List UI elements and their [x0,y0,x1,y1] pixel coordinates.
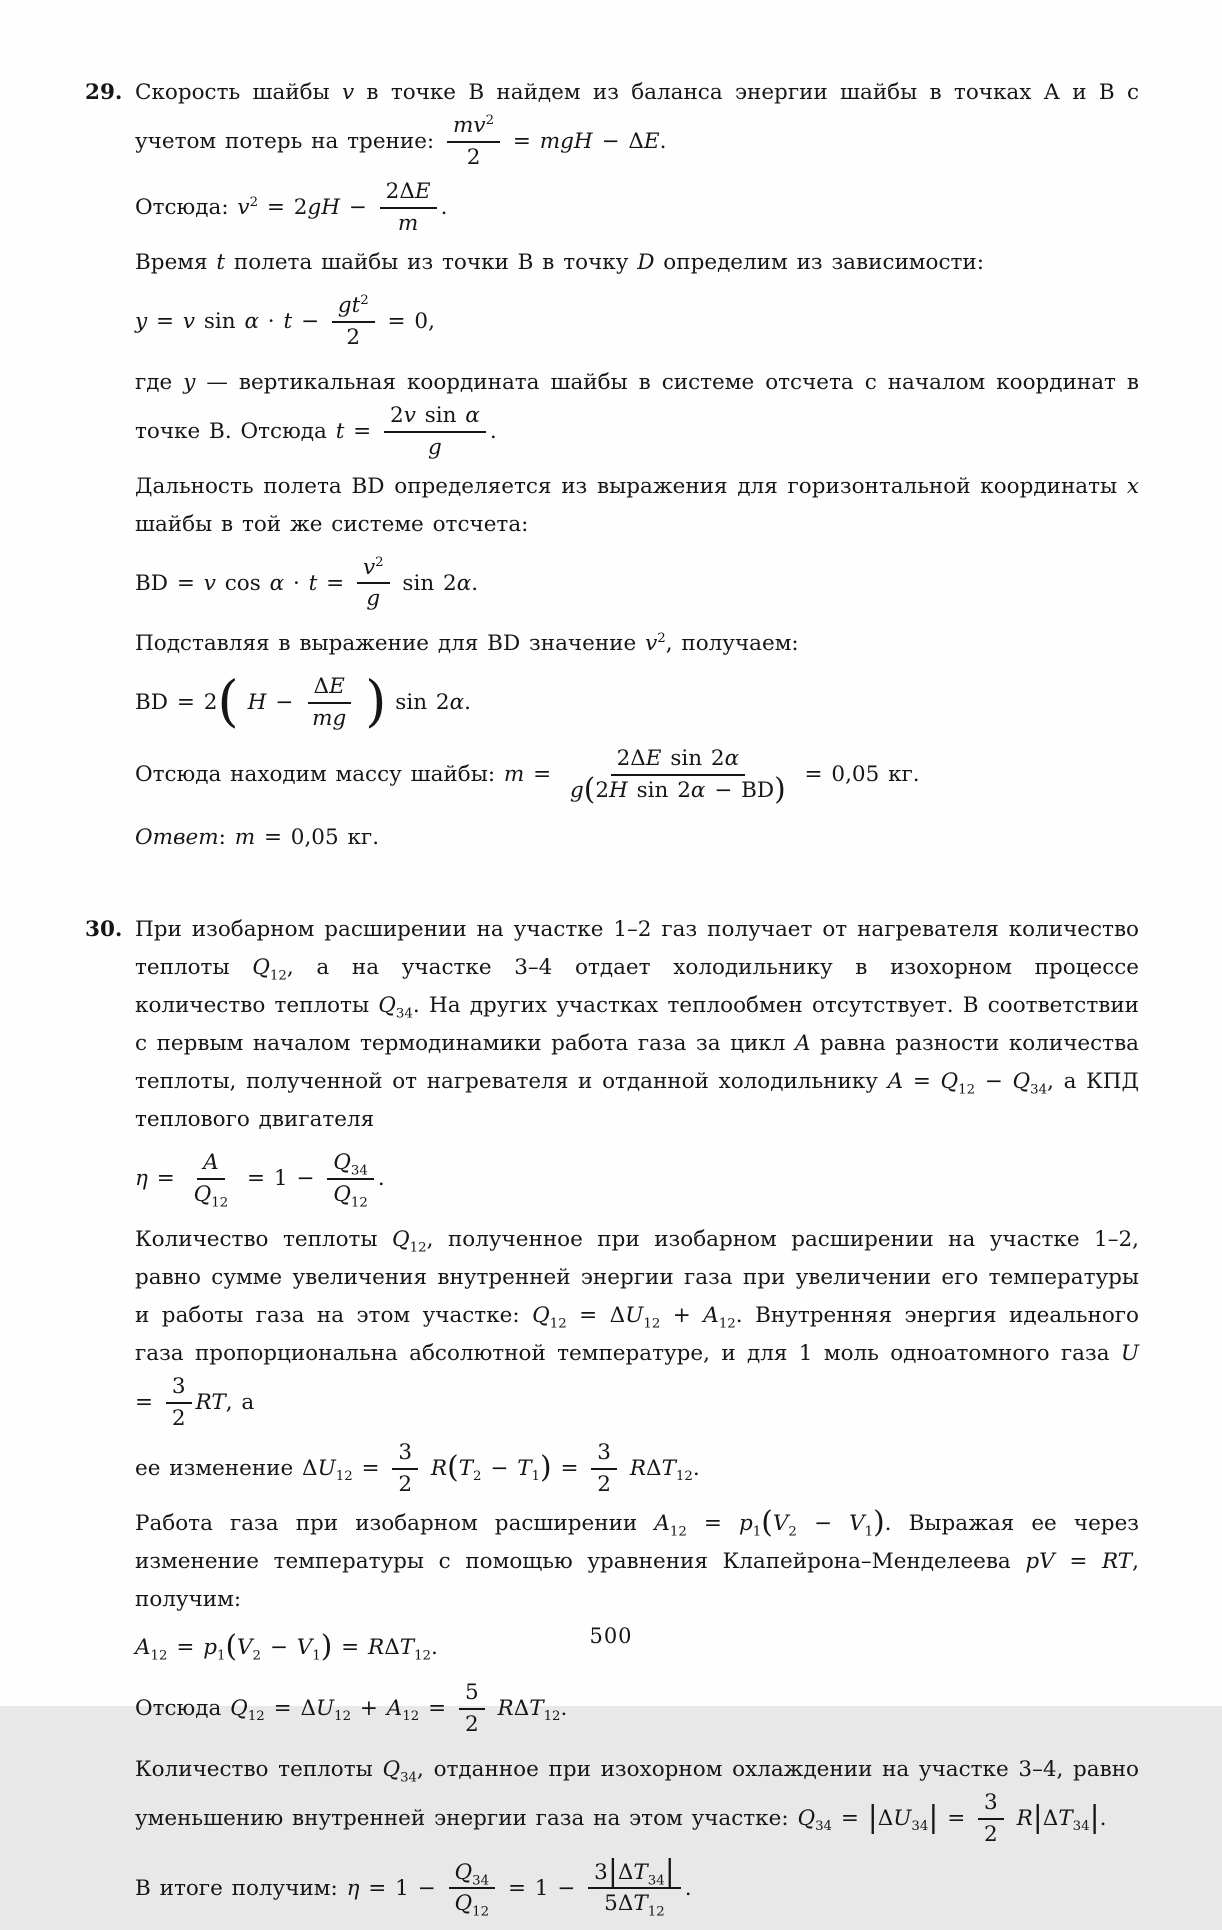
math-variable: A [203,1150,219,1176]
math-variable: Q [797,1805,816,1831]
subscript: 12 [402,1708,420,1724]
page-content [85,74,1140,1930]
subscript: 12 [247,1708,265,1724]
subscript: 12 [409,1240,427,1256]
math-variable: U [316,1695,335,1721]
math-variable: R [368,1634,385,1660]
math-variable: Q [193,1182,212,1208]
math-variable: E [329,674,345,700]
fraction-denominator: g(2H sin 2α − BD) [569,771,786,807]
subscript: 1 [312,1648,321,1664]
math-variable: g [366,586,381,612]
paragraph: Подставляя в выражение для BD значение $v^2$, получаем: [135,631,799,657]
fraction-numerator [357,554,390,585]
math-variable: V [296,1634,313,1660]
math-variable: g [569,778,584,804]
math-variable: p [203,1634,217,1660]
math-variable: T [458,1455,474,1481]
math-variable: Q [333,1150,351,1176]
fraction [357,554,390,614]
math-variable: Ответ [135,825,219,851]
fraction-denominator: 2 [171,1405,186,1431]
math-variable: pV [1025,1548,1055,1574]
fraction-numerator: 3 [166,1373,192,1404]
formula-line: η = $\frac{A}{Q_{12}}$ = 1 − $\frac{Q_{34}}{Q_{12}}$ . [135,1150,385,1211]
fraction-denominator: 2 [466,144,481,170]
subscript: 12 [335,1469,353,1485]
fraction-denominator: 2 [464,1711,479,1737]
formula-line: BD = 2( H − $\frac{\Delta E}{mg}$ ) sin 2α. [135,669,471,734]
subscript: 2 [788,1524,797,1540]
math-variable: α [449,690,465,716]
fraction-denominator [392,209,424,238]
fraction-numerator [332,292,375,323]
math-variable: gH [307,194,340,220]
math-variable: R [497,1695,514,1721]
fraction-denominator [188,1180,235,1209]
math-variable: A [386,1695,403,1721]
math-variable: y [183,369,196,395]
subscript: 34 [350,1163,368,1179]
math-variable: H [247,690,267,716]
math-variable: E [643,128,660,154]
fraction [588,1852,681,1920]
math-variable: A [794,1031,811,1057]
math-variable: v [403,402,416,428]
math-variable: v [645,631,658,657]
paragraph: Скорость шайбы v в точке В найдем из баланса энергии шайбы в точках А и В с учетом потерь на трение: $\frac{mv^2}{2}$ = mgH − ΔE. [135,80,1139,170]
math-variable: t [216,249,226,275]
math-variable: Q [392,1227,410,1252]
fraction [384,402,486,462]
math-variable: T [633,1891,648,1917]
math-variable: R [1016,1805,1033,1831]
subscript: 12 [669,1524,687,1540]
problem-29 [85,74,1140,857]
fraction [449,1859,496,1919]
subscript: 1 [864,1524,874,1540]
subscript: 34 [647,1872,665,1888]
superscript: 2 [249,194,259,210]
subscript: 12 [350,1195,368,1211]
problem-number: 30. [85,917,123,943]
math-variable: H [609,778,628,804]
math-variable: Q [454,1891,473,1917]
subscript: 12 [334,1708,352,1724]
math-variable: V [237,1634,253,1660]
superscript: 2 [375,554,384,570]
math-variable: v [203,570,216,596]
formula-line: Отсюда $Q_{12} = \Delta U_{12} + A_{12}$ = $\frac{5}{2}$ $R\Delta T_{12}$. [135,1679,568,1737]
math-variable: mv [453,113,486,138]
fraction-numerator [197,1149,225,1180]
fraction [564,745,792,805]
fraction [188,1149,235,1209]
problem-number: 29. [85,80,123,105]
math-variable: E [414,178,431,204]
math-variable: Q [940,1069,959,1095]
superscript: 2 [360,292,369,308]
math-variable: E [645,746,662,772]
fraction-denominator: 2 [597,1471,611,1497]
math-variable: α [244,308,259,334]
math-variable: U [625,1303,644,1328]
fraction-denominator: 2 [346,324,361,350]
math-variable: m [234,825,256,851]
subscript: 34 [815,1818,833,1834]
math-variable: mgH [539,128,593,154]
fraction-numerator [447,112,500,143]
math-variable: Q [1012,1069,1031,1095]
math-variable: A [703,1303,719,1328]
fraction-denominator: $5\Delta T_{12}$ [604,1891,665,1920]
math-variable: R [430,1455,448,1481]
math-variable: α [724,746,740,772]
fraction-denominator: 2 [984,1821,998,1847]
fraction [978,1789,1004,1849]
math-variable: t [335,418,345,444]
fraction [392,1439,418,1499]
subscript: 12 [414,1648,432,1664]
math-variable: α [269,570,285,596]
fraction-numerator [449,1859,496,1890]
subscript: 34 [911,1818,929,1834]
math-variable: RT [1102,1548,1133,1574]
superscript: 2 [657,631,666,647]
fraction [447,112,500,172]
math-variable: v [182,308,195,334]
subscript: 1 [752,1524,762,1540]
formula-line: BD = v cos α · t = $\frac{v^2}{g}$ sin 2α. [135,554,479,612]
math-variable: T [661,1455,676,1481]
fraction [332,292,375,352]
paragraph: Отсюда: $v^2 = 2gH$ − $\frac{2\Delta E}{m}$ . [135,178,448,236]
fraction-numerator: 2v sin α [384,402,486,433]
subscript: 34 [400,1769,418,1785]
subscript: 12 [958,1082,976,1098]
math-variable: v [341,80,355,105]
formula-line: $A_{12} = p_1(V_2 - V_1) = R\Delta T_{12}$. [135,1627,438,1664]
math-variable: U [1120,1341,1139,1366]
fraction-numerator: 3 [591,1439,617,1470]
answer-line: Ответ: m = 0,05 кг. [135,825,380,851]
math-variable: α [456,570,472,596]
subscript: 2 [473,1469,482,1485]
formula-line: y = v sin α · t − $\frac{gt^2}{2}$ = 0, [135,292,435,350]
paragraph: Количество теплоты $Q_{12}$, полученное при изобарном расширении на участке 1–2, равно сумме увеличения внутренней энергии газа при увеличении его температуры и работы газа на этом участке: $Q_{12} = \Delta U_{12} + A_{12}$. Внутренняя энергия идеального газа пропорциональна абсолютной температуре, и для 1 моль одноатомного газа U = $\frac{3}{2}$ RT, а [135,1227,1139,1431]
math-variable: t [283,308,293,334]
fraction-denominator [449,1889,496,1918]
math-variable: α [465,402,480,428]
fraction [459,1679,485,1739]
fraction-numerator: 5 [459,1679,485,1710]
fraction [591,1439,617,1499]
math-variable: T [529,1695,544,1721]
math-variable: g [428,434,442,460]
math-variable: V [772,1510,789,1536]
fraction-denominator [327,1180,374,1209]
math-variable: R [629,1455,647,1481]
subscript: 12 [211,1195,229,1211]
fraction-numerator: 2ΔE sin 2α [611,745,746,776]
fraction [166,1373,192,1433]
math-variable: A [654,1510,670,1536]
fraction-numerator: 3 [392,1439,418,1470]
subscript: 1 [216,1648,226,1664]
paragraph: Время t полета шайбы из точки В в точку D определим из зависимости: [135,249,984,275]
paragraph: ее изменение $\Delta U_{12}$ = $\frac{3}{2}$ $R(T_2 - T_1)$ = $\frac{3}{2}$ $R\Delta T_{12}$. [135,1439,700,1497]
subscript: 34 [472,1872,490,1888]
math-variable: y [135,308,148,334]
problem-30 [85,911,1140,1920]
math-variable: Q [333,1182,351,1208]
fraction [380,178,437,238]
paragraph: Дальность полета BD определяется из выражения для горизонтальной координаты x шайбы в той же системе отсчета: [135,473,1139,537]
fraction-numerator: ΔE [308,673,351,704]
subscript: 12 [269,968,287,984]
fraction-numerator [327,1149,374,1180]
math-variable: D [637,249,655,275]
subscript: 12 [675,1469,693,1485]
subscript: 12 [150,1648,168,1664]
math-variable: Q [382,1756,401,1782]
subscript: 12 [543,1708,561,1724]
math-variable: A [135,1634,151,1660]
math-variable: gt [337,292,361,318]
math-variable: p [739,1510,753,1536]
subscript: 12 [643,1316,661,1332]
math-variable: m [503,762,525,788]
math-variable: Q [378,993,396,1019]
math-variable: T [633,1859,648,1885]
math-variable: x [1126,473,1139,499]
math-variable: η [135,1166,148,1192]
math-variable: U [317,1455,336,1481]
paragraph: Количество теплоты $Q_{34}$, отданное при изохорном охлаждении на участке 3–4, равно уменьшению внутренней энергии газа на этом участке: $Q_{34} = |\Delta U_{34}|$ = $\frac{3}{2}$ $R|\Delta T_{34}|$. [135,1756,1139,1847]
fraction-denominator [422,433,448,462]
subscript: 12 [549,1316,567,1332]
math-variable: Q [532,1303,550,1328]
math-variable: V [849,1510,865,1536]
fraction [306,673,352,733]
page-number: 500 [589,1624,633,1648]
math-variable: T [1058,1805,1073,1831]
math-variable: v [362,554,376,580]
superscript: 2 [485,112,495,128]
paragraph: Работа газа при изобарном расширении $A_{12} = p_1(V_2 - V_1)$. Выражая ее через изменение температуры с помощью уравнения Клапейрона–Менделеева pV = RT, получим: [135,1503,1140,1612]
fraction-denominator [306,704,352,733]
math-variable: T [399,1634,415,1660]
paragraph: Отсюда находим массу шайбы: m = $\frac{\text{2ΔE sin 2α}}{\text{g(2H sin 2α − BD)}}$ = 0,05 кг. [135,746,920,807]
math-variable: Q [454,1859,473,1885]
paragraph: где y — вертикальная координата шайбы в системе отсчета с началом координат в точке В. Отсюда t = $\frac{\text{2v sin α}}{g}$ . [135,369,1140,460]
subscript: 2 [252,1648,262,1664]
math-variable: t [308,570,318,596]
subscript: 34 [1030,1082,1048,1098]
subscript: 12 [647,1904,665,1920]
fraction-denominator: 2 [398,1471,413,1497]
math-variable: mg [312,706,347,732]
subscript: 1 [531,1469,541,1485]
math-variable: η [346,1875,360,1901]
math-variable: v [237,194,250,220]
fraction [327,1149,374,1209]
paragraph: При изобарном расширении на участке 1–2 газ получает от нагревателя количество теплоты $Q_{12}$, а на участке 3–4 отдает холодильнику в изохорном процессе количество теплоты $Q_{34}$. На других участках теплообмен отсутствует. В соответствии с первым началом термодинамики работа газа за цикл A равна разности количества теплоты, полученной от нагревателя и отданной холодильнику $A = Q_{12} - Q_{34}$, а КПД теплового двигателя [135,917,1140,1133]
math-variable: RT [195,1389,226,1415]
formula-line: В итоге получим: η = 1 − $\frac{Q_{34}}{Q_{12}}$ = 1 − $\frac{3|\Delta T_{34}|}{5\Delta T_{12}}$ . [135,1852,692,1920]
math-variable: T [517,1455,532,1481]
math-variable: m [397,210,419,236]
math-variable: Q [252,955,270,981]
subscript: 34 [395,1006,413,1022]
subscript: 12 [718,1316,736,1332]
math-variable: A [887,1069,904,1095]
subscript: 12 [472,1904,490,1920]
subscript: 34 [1072,1818,1090,1834]
math-variable: Q [230,1695,248,1721]
math-variable: α [690,778,706,804]
fraction-denominator [360,584,386,613]
fraction-numerator: 2ΔE [380,178,437,209]
math-variable: U [893,1805,912,1831]
fraction-numerator: 3 [978,1789,1004,1820]
fraction-numerator: $3|\Delta T_{34}|$ [588,1859,681,1890]
